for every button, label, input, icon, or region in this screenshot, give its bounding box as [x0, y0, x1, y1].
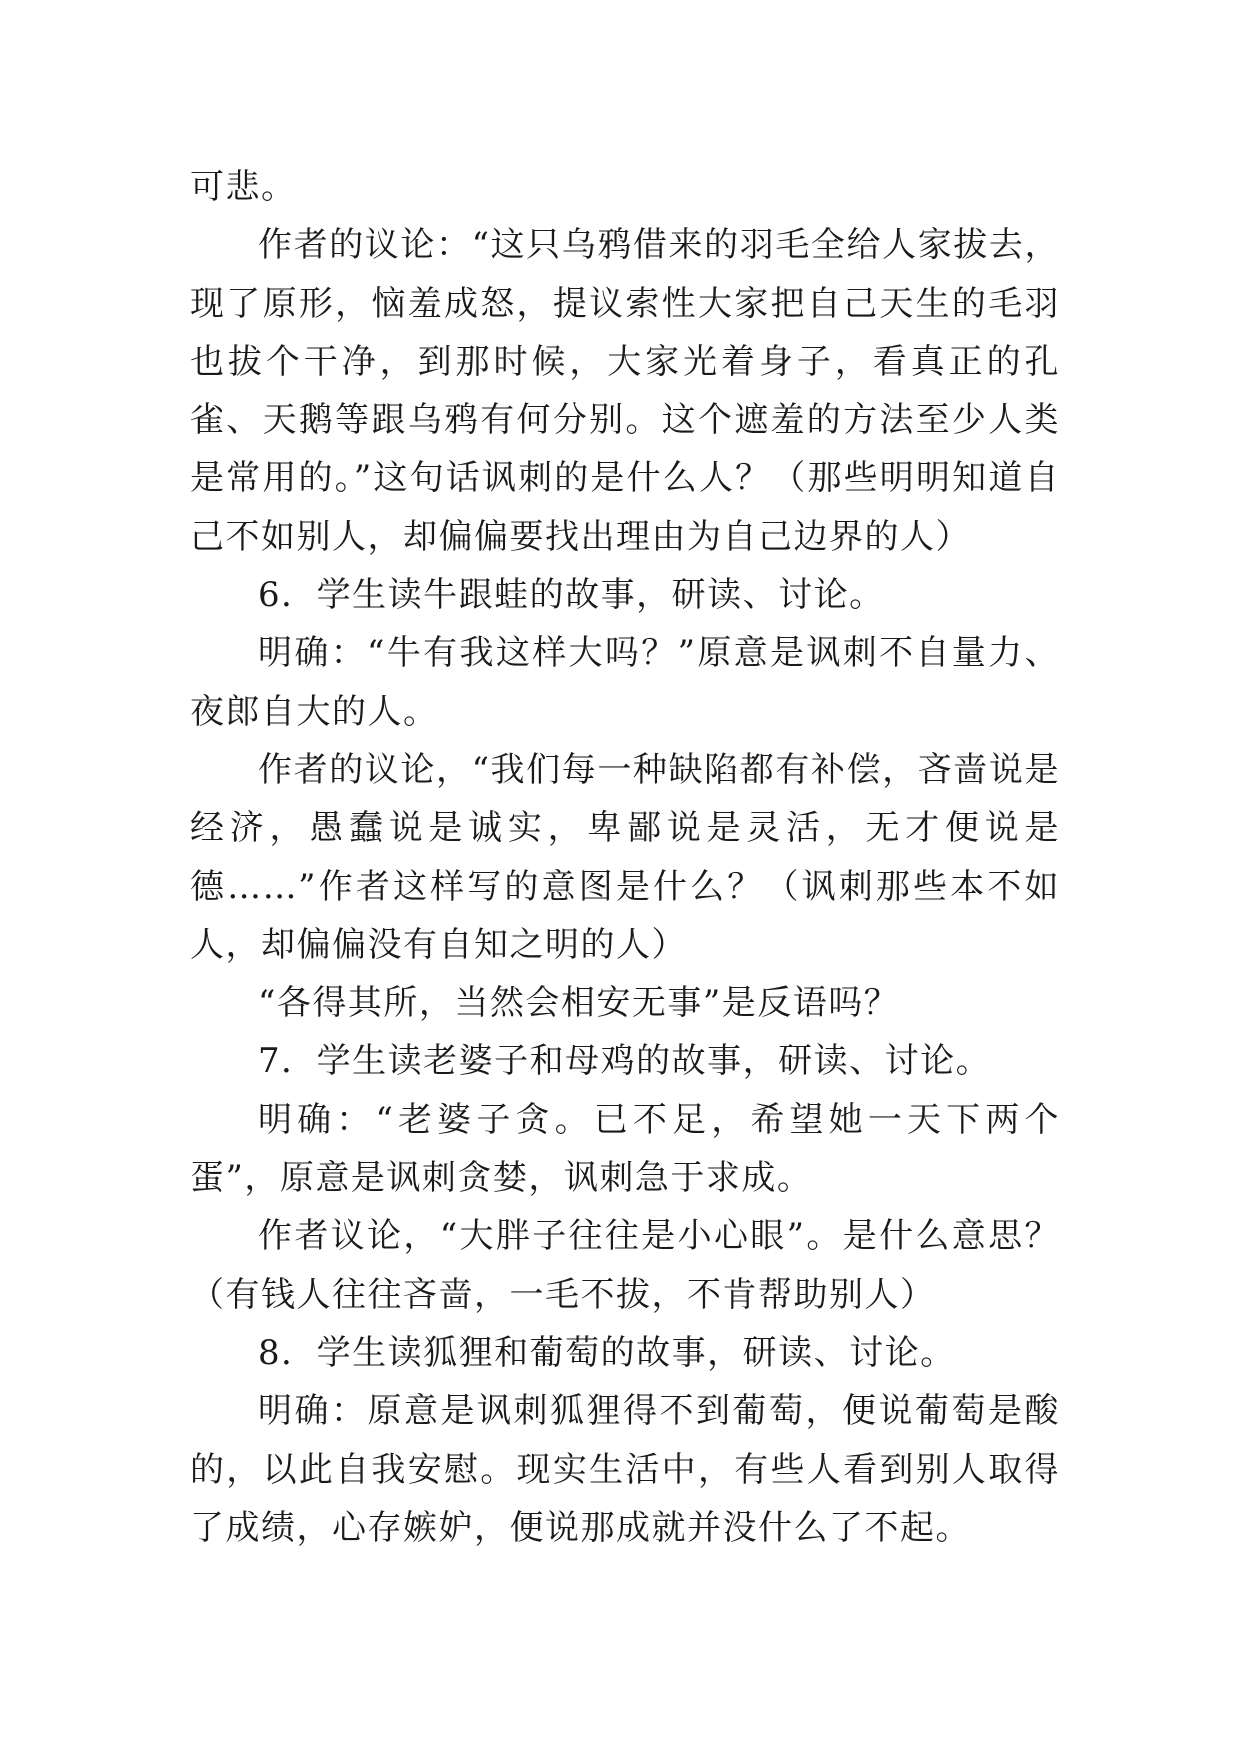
paragraph-3: 6．学生读牛跟蛙的故事，研读、讨论。: [258, 575, 885, 616]
paragraph-2: 作者的议论：“这只乌鸦借来的羽毛全给人家拔去，现了原形，恼羞成怒，提议索性大家把自己天生的毛羽也拔个干净，到那时候，大家光着身子，看真正的孔雀、天鹅等跟乌鸦有何分别。这个遮羞的方法至少人类是常用的。”这句话讽刺的是什么人？（那些明明知道自己不如别人，却偏偏要找出理由为自己边界的人）: [190, 225, 1060, 557]
paragraph-8: 明确：“老婆子贪。已不足，希望她一天下两个蛋”，原意是讽刺贪婪，讽刺急于求成。: [190, 1099, 1060, 1199]
paragraph-6: “各得其所，当然会相安无事”是反语吗？: [258, 983, 900, 1024]
paragraph-10: 8．学生读狐狸和葡萄的故事，研读、讨论。: [258, 1332, 956, 1373]
paragraph-1: 可悲。: [190, 167, 297, 207]
paragraph-7: 7．学生读老婆子和母鸡的故事，研读、讨论。: [258, 1041, 992, 1082]
paragraph-5: 作者的议论，“我们每一种缺陷都有补偿，吝啬说是经济，愚蠢说是诚实，卑鄙说是灵活，无才便说是德……”作者这样写的意图是什么？（讽刺那些本不如人，却偏偏没有自知之明的人）: [190, 749, 1060, 965]
paragraph-4: 明确：“牛有我这样大吗？”原意是讽刺不自量力、夜郎自大的人。: [190, 633, 1060, 732]
body-text: [190, 158, 1060, 1557]
paragraph-11: 明确：原意是讽刺狐狸得不到葡萄，便说葡萄是酸的，以此自我安慰。现实生活中，有些人看到别人取得了成绩，心存嫉妒，便说那成就并没什么了不起。: [190, 1391, 1060, 1548]
paragraph-9: 作者议论，“大胖子往往是小心眼”。是什么意思？（有钱人往往吝啬，一毛不拔，不肯帮助别人）: [190, 1216, 1060, 1315]
